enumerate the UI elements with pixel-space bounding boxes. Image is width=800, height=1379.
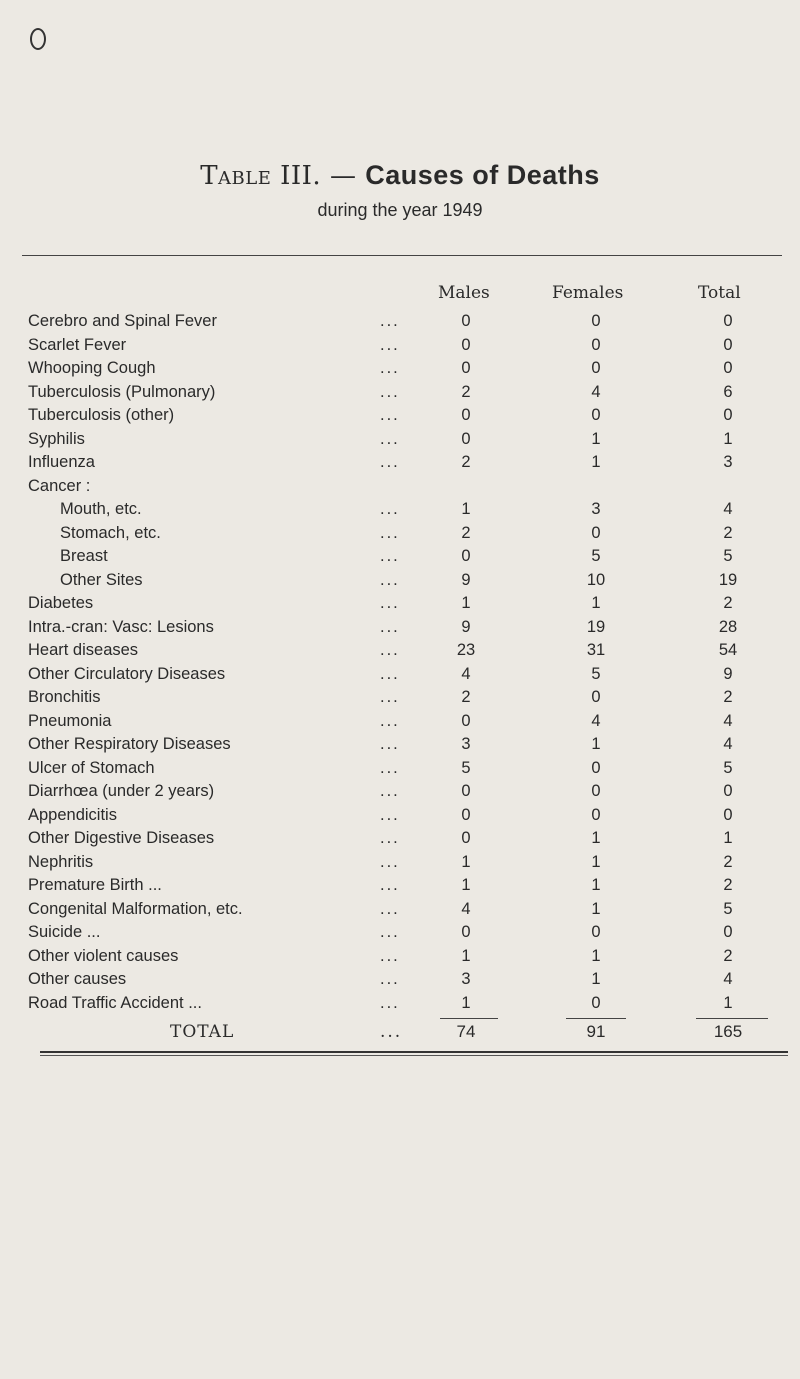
- row-females: 1: [591, 453, 601, 471]
- table-row: [0, 477, 800, 501]
- row-leader: ...: [380, 876, 400, 894]
- row-label: Diarrhœa (under 2 years): [28, 782, 215, 800]
- row-label: Cerebro and Spinal Fever: [28, 312, 217, 330]
- table-row: [0, 970, 800, 994]
- row-label: Influenza: [28, 453, 95, 471]
- row-females: 0: [591, 335, 601, 354]
- table-row: [0, 923, 800, 947]
- row-females: 0: [591, 359, 601, 377]
- row-leader: ...: [380, 735, 400, 753]
- top-rule: [22, 255, 782, 256]
- row-label: Other causes: [28, 970, 127, 988]
- row-total: 0: [723, 782, 733, 800]
- row-leader: ...: [380, 406, 400, 424]
- row-males: 9: [461, 617, 471, 636]
- row-females: 1: [591, 852, 601, 871]
- row-males: 23: [456, 641, 476, 659]
- sum-line-total: [696, 1018, 768, 1019]
- row-total: 4: [723, 711, 733, 730]
- table-row: [0, 994, 800, 1018]
- row-total: 3: [723, 453, 733, 471]
- row-females: 1: [591, 876, 601, 894]
- row-females: 1: [591, 829, 601, 847]
- row-total: 2: [723, 523, 733, 542]
- row-males: 1: [461, 500, 471, 518]
- row-females: 4: [591, 382, 601, 401]
- row-females: 5: [591, 547, 601, 565]
- row-males: 2: [461, 453, 471, 471]
- row-label: Cancer :: [28, 476, 91, 495]
- row-label: Congenital Malformation, etc.: [28, 899, 243, 918]
- row-leader: ...: [380, 335, 400, 354]
- row-total: 5: [723, 758, 733, 777]
- row-females: 3: [591, 500, 601, 518]
- row-males: 1: [461, 594, 471, 612]
- table-row: [0, 759, 800, 783]
- table-row: [0, 571, 800, 595]
- row-total: 0: [723, 312, 733, 330]
- table-row: [0, 430, 800, 454]
- row-label: Suicide ...: [28, 923, 101, 941]
- row-total: 6: [723, 382, 733, 401]
- row-leader: ...: [380, 923, 400, 941]
- bottom-rule-thin: [40, 1055, 788, 1056]
- table-row: [0, 900, 800, 924]
- table-row: [0, 688, 800, 712]
- total-females: 91: [586, 1022, 606, 1041]
- row-females: 4: [591, 711, 601, 730]
- row-label: Diabetes: [28, 594, 94, 612]
- row-males: 0: [461, 782, 471, 800]
- sum-line-males: [440, 1018, 498, 1019]
- row-males: 2: [461, 382, 471, 401]
- row-females: 1: [591, 429, 601, 448]
- table-row: [0, 594, 800, 618]
- row-total: 2: [723, 852, 733, 871]
- table-title: Causes of Deaths: [365, 160, 600, 190]
- page-subtitle: during the year 1949: [317, 200, 483, 220]
- row-females: 31: [586, 641, 606, 659]
- row-males: 0: [461, 312, 471, 330]
- row-males: 3: [461, 735, 471, 753]
- table-row: [0, 312, 800, 336]
- table-row: [0, 524, 800, 548]
- table-row: [0, 665, 800, 689]
- row-total: 28: [718, 617, 738, 636]
- row-leader: ...: [380, 899, 400, 918]
- table-row: [0, 547, 800, 571]
- row-leader: ...: [380, 547, 400, 565]
- row-leader: ...: [380, 805, 400, 824]
- row-total: 5: [723, 547, 733, 565]
- row-females: 0: [591, 758, 601, 777]
- row-label: Road Traffic Accident ...: [28, 993, 202, 1012]
- header-total: Total: [698, 283, 741, 303]
- table-row: [0, 641, 800, 665]
- bottom-rule: [40, 1051, 788, 1053]
- row-total: 0: [723, 335, 733, 354]
- row-females: 0: [591, 782, 601, 800]
- row-leader: ...: [380, 641, 400, 659]
- row-males: 0: [461, 359, 471, 377]
- row-males: 4: [461, 899, 471, 918]
- row-label: Syphilis: [28, 429, 85, 448]
- row-leader: ...: [380, 993, 400, 1012]
- row-total: 5: [723, 899, 733, 918]
- corner-mark: [30, 28, 46, 50]
- row-total: 19: [718, 570, 738, 589]
- row-males: 2: [461, 523, 471, 542]
- row-males: 9: [461, 570, 471, 589]
- table-row: [0, 782, 800, 806]
- table-row: [0, 876, 800, 900]
- row-label: Mouth, etc.: [60, 500, 142, 518]
- row-leader: ...: [380, 570, 400, 589]
- row-total: 9: [723, 664, 733, 683]
- row-total: 4: [723, 735, 733, 753]
- row-males: 1: [461, 876, 471, 894]
- row-label: Other Digestive Diseases: [28, 829, 215, 847]
- table-row: [0, 383, 800, 407]
- row-females: 1: [591, 899, 601, 918]
- row-total: 0: [723, 406, 733, 424]
- row-label: Other Sites: [60, 570, 143, 589]
- table-row: [0, 735, 800, 759]
- sum-line-females: [566, 1018, 626, 1019]
- row-leader: ...: [380, 359, 400, 377]
- row-males: 1: [461, 852, 471, 871]
- row-label: Pneumonia: [28, 711, 112, 730]
- row-males: 0: [461, 335, 471, 354]
- row-females: 1: [591, 594, 601, 612]
- row-label: Stomach, etc.: [60, 523, 161, 542]
- row-label: Nephritis: [28, 852, 94, 871]
- row-total: 1: [723, 829, 733, 847]
- row-label: Whooping Cough: [28, 359, 156, 377]
- header-females: Females: [552, 283, 624, 303]
- table-row: [0, 947, 800, 971]
- row-leader: ...: [380, 453, 400, 471]
- row-females: 0: [591, 312, 601, 330]
- total-total: 165: [713, 1022, 743, 1041]
- row-leader: ...: [380, 523, 400, 542]
- row-total: 4: [723, 970, 733, 988]
- row-leader: ...: [380, 829, 400, 847]
- total-label: TOTAL: [170, 1022, 235, 1042]
- row-label: Intra.-cran: Vasc: Lesions: [28, 617, 214, 636]
- table-row: [0, 712, 800, 736]
- row-total: 2: [723, 594, 733, 612]
- row-label: Tuberculosis (Pulmonary): [28, 382, 216, 401]
- row-males: 0: [461, 429, 471, 448]
- row-total: 0: [723, 805, 733, 824]
- row-females: 0: [591, 406, 601, 424]
- row-females: 10: [586, 570, 606, 589]
- row-females: 1: [591, 946, 601, 965]
- row-females: 0: [591, 805, 601, 824]
- row-females: 0: [591, 923, 601, 941]
- table-row: [0, 806, 800, 830]
- page-title: [0, 160, 800, 191]
- row-leader: ...: [380, 970, 400, 988]
- row-total: 2: [723, 688, 733, 706]
- table-row: [0, 453, 800, 477]
- row-males: 0: [461, 805, 471, 824]
- row-label: Heart diseases: [28, 641, 139, 659]
- row-label: Scarlet Fever: [28, 335, 127, 354]
- row-total: 2: [723, 876, 733, 894]
- row-label: Tuberculosis (other): [28, 406, 175, 424]
- row-total: 54: [718, 641, 738, 659]
- row-females: 5: [591, 664, 601, 683]
- row-leader: ...: [380, 594, 400, 612]
- table-number: Table III. —: [200, 161, 357, 191]
- table-row: [0, 359, 800, 383]
- row-females: 1: [591, 970, 601, 988]
- row-total: 1: [723, 429, 733, 448]
- row-total: 0: [723, 923, 733, 941]
- total-leader: ...: [380, 1022, 403, 1042]
- row-males: 0: [461, 923, 471, 941]
- table-row: [0, 853, 800, 877]
- row-females: 0: [591, 993, 601, 1012]
- row-label: Appendicitis: [28, 805, 117, 824]
- row-leader: ...: [380, 382, 400, 401]
- row-males: 0: [461, 406, 471, 424]
- row-males: 1: [461, 993, 471, 1012]
- row-leader: ...: [380, 617, 400, 636]
- row-leader: ...: [380, 782, 400, 800]
- row-label: Bronchitis: [28, 688, 101, 706]
- table-row: [0, 406, 800, 430]
- row-label: Ulcer of Stomach: [28, 758, 155, 777]
- row-males: 2: [461, 688, 471, 706]
- row-males: 4: [461, 664, 471, 683]
- row-label: Other Circulatory Diseases: [28, 664, 226, 683]
- table-row: [0, 618, 800, 642]
- row-label: Other violent causes: [28, 946, 179, 965]
- row-males: 1: [461, 946, 471, 965]
- row-label: Premature Birth ...: [28, 876, 162, 894]
- row-males: 5: [461, 758, 471, 777]
- row-leader: ...: [380, 758, 400, 777]
- row-label: Breast: [60, 547, 108, 565]
- row-males: 0: [461, 711, 471, 730]
- row-males: 0: [461, 547, 471, 565]
- row-leader: ...: [380, 312, 400, 330]
- row-total: 4: [723, 500, 733, 518]
- row-females: 1: [591, 735, 601, 753]
- row-males: 3: [461, 970, 471, 988]
- row-leader: ...: [380, 946, 400, 965]
- row-females: 0: [591, 523, 601, 542]
- header-males: Males: [438, 283, 490, 303]
- row-females: 0: [591, 688, 601, 706]
- row-total: 0: [723, 359, 733, 377]
- row-leader: ...: [380, 664, 400, 683]
- row-females: 19: [586, 617, 606, 636]
- row-total: 1: [723, 993, 733, 1012]
- row-leader: ...: [380, 852, 400, 871]
- table-row: [0, 829, 800, 853]
- row-label: Other Respiratory Diseases: [28, 735, 231, 753]
- row-leader: ...: [380, 429, 400, 448]
- row-males: 0: [461, 829, 471, 847]
- table-row: [0, 336, 800, 360]
- row-leader: ...: [380, 500, 400, 518]
- table-row: [0, 500, 800, 524]
- row-total: 2: [723, 946, 733, 965]
- total-males: 74: [456, 1022, 476, 1041]
- row-leader: ...: [380, 711, 400, 730]
- row-leader: ...: [380, 688, 400, 706]
